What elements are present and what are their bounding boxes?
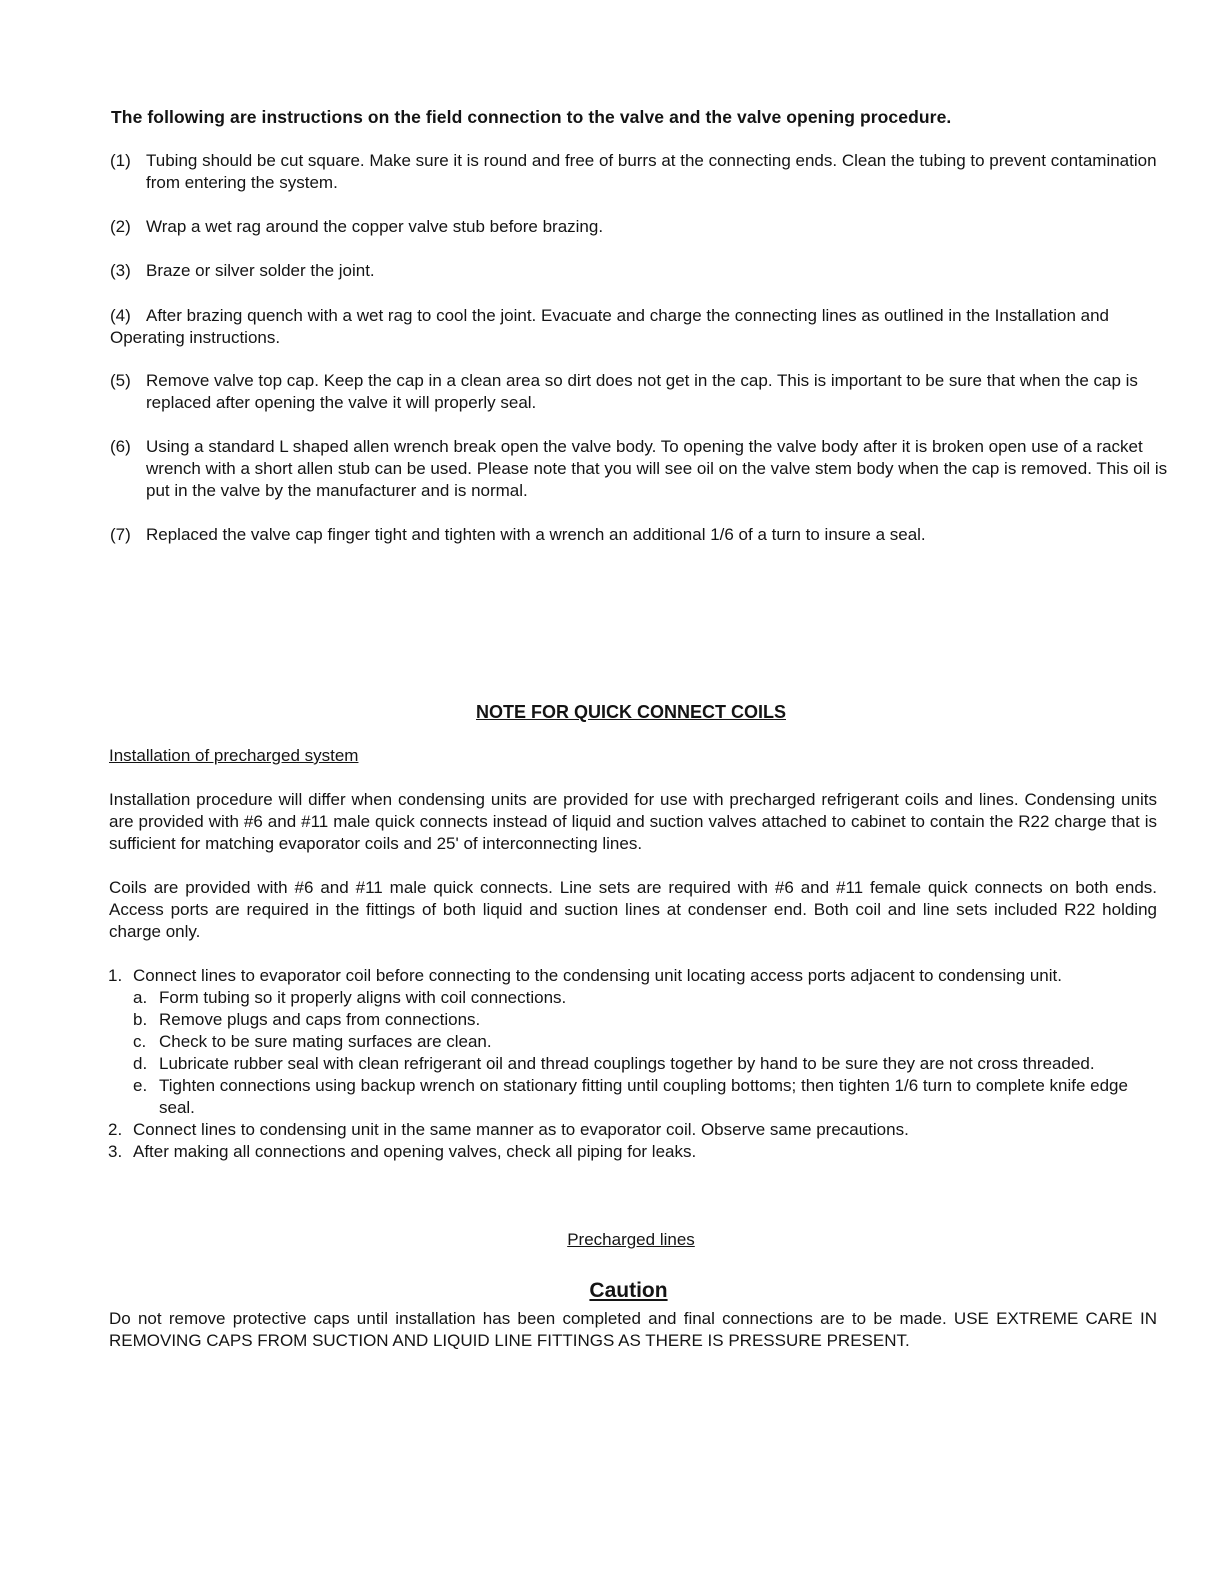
sub-list-letter: a.: [133, 988, 148, 1007]
connection-steps-list: [108, 965, 1158, 1163]
page-title: The following are instructions on the field connection to the valve and the valve opening procedure.: [111, 107, 952, 127]
step-text: Braze or silver solder the joint.: [146, 261, 375, 280]
sub-list-item: [133, 1031, 1158, 1053]
sub-list-text: Form tubing so it properly aligns with coil connections.: [159, 988, 567, 1007]
section-heading: NOTE FOR QUICK CONNECT COILS: [476, 702, 786, 722]
step-text: Remove valve top cap. Keep the cap in a clean area so dirt does not get in the cap. This is important to be sure that when the cap is replaced after opening the valve it will properly seal.: [146, 371, 1138, 412]
sub-heading: Installation of precharged system: [109, 746, 359, 765]
step-number: (5): [110, 371, 131, 390]
step-7: [110, 524, 1170, 546]
step-text: Wrap a wet rag around the copper valve stub before brazing.: [146, 217, 604, 236]
step-text: Using a standard L shaped allen wrench break open the valve body. To opening the valve body after it is broken open use of a racket wrench with a short allen stub can be used. Please note that you will see oil on the valve stem body when the cap is removed. This oil is put in the valve by the manufacturer and is normal.: [146, 437, 1168, 500]
step-6: [110, 436, 1170, 502]
sub-list-letter: b.: [133, 1010, 148, 1029]
step-number: (3): [110, 261, 131, 280]
step-number: (2): [110, 217, 131, 236]
sub-list-letter: e.: [133, 1076, 148, 1095]
step-4: [110, 305, 1170, 349]
step-2: [110, 216, 1170, 238]
list-item: [108, 1141, 1158, 1163]
step-text: Replaced the valve cap finger tight and tighten with a wrench an additional 1/6 of a turn to insure a seal.: [146, 525, 926, 544]
list-item: [108, 965, 1158, 987]
sub-list-item: [133, 1075, 1158, 1119]
sub-list-text: Lubricate rubber seal with clean refrigerant oil and thread couplings together by hand to be sure they are not cross threaded.: [159, 1054, 1095, 1073]
sub-list-text: Check to be sure mating surfaces are clean.: [159, 1032, 492, 1051]
sub-list-text: Tighten connections using backup wrench on stationary fitting until coupling bottoms; then tighten 1/6 turn to complete knife edge seal.: [159, 1076, 1128, 1117]
sub-list-letter: c.: [133, 1032, 147, 1051]
sub-list-item: [133, 1053, 1158, 1075]
sub-list-text: Remove plugs and caps from connections.: [159, 1010, 481, 1029]
list-number: 3.: [108, 1142, 123, 1161]
paragraph-installation: Installation procedure will differ when condensing units are provided for use with precharged refrigerant coils and lines. Condensing units are provided with #6 and #11 male quick connects instead of liquid and suction valves attached to cabinet to contain the R22 charge that is sufficient for matching evaporator coils and 25' of interconnecting lines.: [109, 790, 1157, 853]
list-number: 2.: [108, 1120, 123, 1139]
step-number: (7): [110, 525, 131, 544]
list-text: Connect lines to condensing unit in the same manner as to evaporator coil. Observe same precautions.: [133, 1120, 909, 1139]
caution-paragraph: Do not remove protective caps until installation has been completed and final connections are to be made. USE EXTREME CARE IN REMOVING CAPS FROM SUCTION AND LIQUID LINE FITTINGS AS THERE IS PRESSURE PRESENT.: [109, 1309, 1157, 1350]
step-1: [110, 150, 1170, 194]
step-3: [110, 260, 1170, 282]
sub-list-letter: d.: [133, 1054, 148, 1073]
caution-heading: Caution: [589, 1279, 668, 1302]
list-text: Connect lines to evaporator coil before connecting to the condensing unit locating access ports adjacent to condensing unit.: [133, 966, 1062, 985]
sub-list-item: [133, 1009, 1158, 1031]
step-number: (6): [110, 437, 131, 456]
precharged-lines-heading: Precharged lines: [567, 1230, 695, 1249]
list-item: [108, 1119, 1158, 1141]
step-text: After brazing quench with a wet rag to cool the joint. Evacuate and charge the connecting lines as outlined in the Installation and Operating instructions.: [110, 306, 1110, 347]
list-number: 1.: [108, 966, 123, 985]
step-text: Tubing should be cut square. Make sure it is round and free of burrs at the connecting ends. Clean the tubing to prevent contamination from entering the system.: [146, 151, 1157, 192]
step-number: (4): [110, 306, 131, 325]
paragraph-coils: Coils are provided with #6 and #11 male quick connects. Line sets are required with #6 and #11 female quick connects on both ends. Access ports are required in the fittings of both liquid and suction lines at condenser end. Both coil and line sets included R22 holding charge only.: [109, 878, 1157, 941]
step-5: [110, 370, 1170, 414]
list-text: After making all connections and opening valves, check all piping for leaks.: [133, 1142, 697, 1161]
sub-list-item: [133, 987, 1158, 1009]
step-number: (1): [110, 151, 131, 170]
